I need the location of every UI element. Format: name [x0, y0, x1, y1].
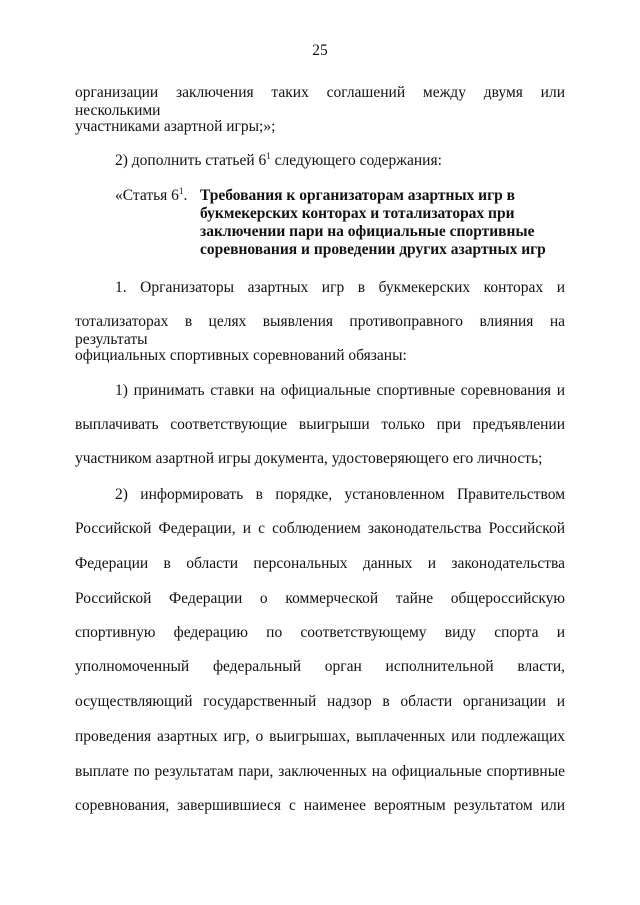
amend-sup: 1	[266, 151, 271, 161]
article-title-line: соревнования и проведении других азартных игр	[200, 241, 546, 258]
body-line: Российской Федерации о коммерческой тайне общероссийскую	[75, 590, 565, 607]
body-line: выплате по результатам пари, заключенных на официальные спортивные	[75, 763, 565, 780]
intro-line-1: организации заключения таких соглашений между двумя или несколькими	[75, 84, 565, 119]
article-label-prefix: «Статья 6	[115, 187, 179, 204]
body-line: официальных спортивных соревнований обязаны:	[75, 347, 407, 364]
body-line: тотализаторах в целях выявления противоправного влияния на результаты	[75, 313, 565, 348]
body-line: уполномоченный федеральный орган исполнительной власти,	[75, 658, 565, 675]
article-title-line: Требования к организаторам азартных игр в	[200, 187, 516, 204]
article-label	[115, 187, 187, 205]
body-line: спортивную федерацию по соответствующему виду спорта и	[75, 624, 565, 641]
body-line: проведения азартных игр, о выигрышах, выплаченных или подлежащих	[75, 728, 565, 745]
body-line: выплачивать соответствующие выигрыши только при предъявлении	[75, 416, 565, 433]
body-line: 2) информировать в порядке, установленном Правительством	[115, 486, 565, 503]
article-title-line: букмекерских конторах и тотализаторах при	[200, 205, 515, 222]
body-line: Российской Федерации, и с соблюдением законодательства Российской	[75, 520, 565, 537]
amend-suffix: следующего содержания:	[270, 152, 442, 169]
body-line: 1. Организаторы азартных игр в букмекерских конторах и	[115, 279, 565, 296]
body-line: 1) принимать ставки на официальные спортивные соревнования и	[115, 382, 565, 399]
body-line: осуществляющий государственный надзор в области организации и	[75, 693, 565, 710]
amend-prefix: 2) дополнить статьей 6	[115, 152, 267, 169]
article-label-sup: 1	[178, 186, 184, 196]
article-title	[200, 187, 570, 259]
amend-item	[115, 152, 565, 170]
body-line: Федерации в области персональных данных и законодательства	[75, 555, 565, 572]
intro-line-2: участниками азартной игры;»;	[75, 118, 276, 135]
body-line: соревнования, завершившиеся с наименее вероятным результатом или	[75, 797, 565, 814]
article-label-suffix: .	[183, 187, 188, 204]
body-line: участником азартной игры документа, удостоверяющего его личность;	[75, 450, 543, 467]
article-title-line: заключении пари на официальные спортивные	[200, 223, 535, 240]
page-number: 25	[312, 42, 328, 59]
